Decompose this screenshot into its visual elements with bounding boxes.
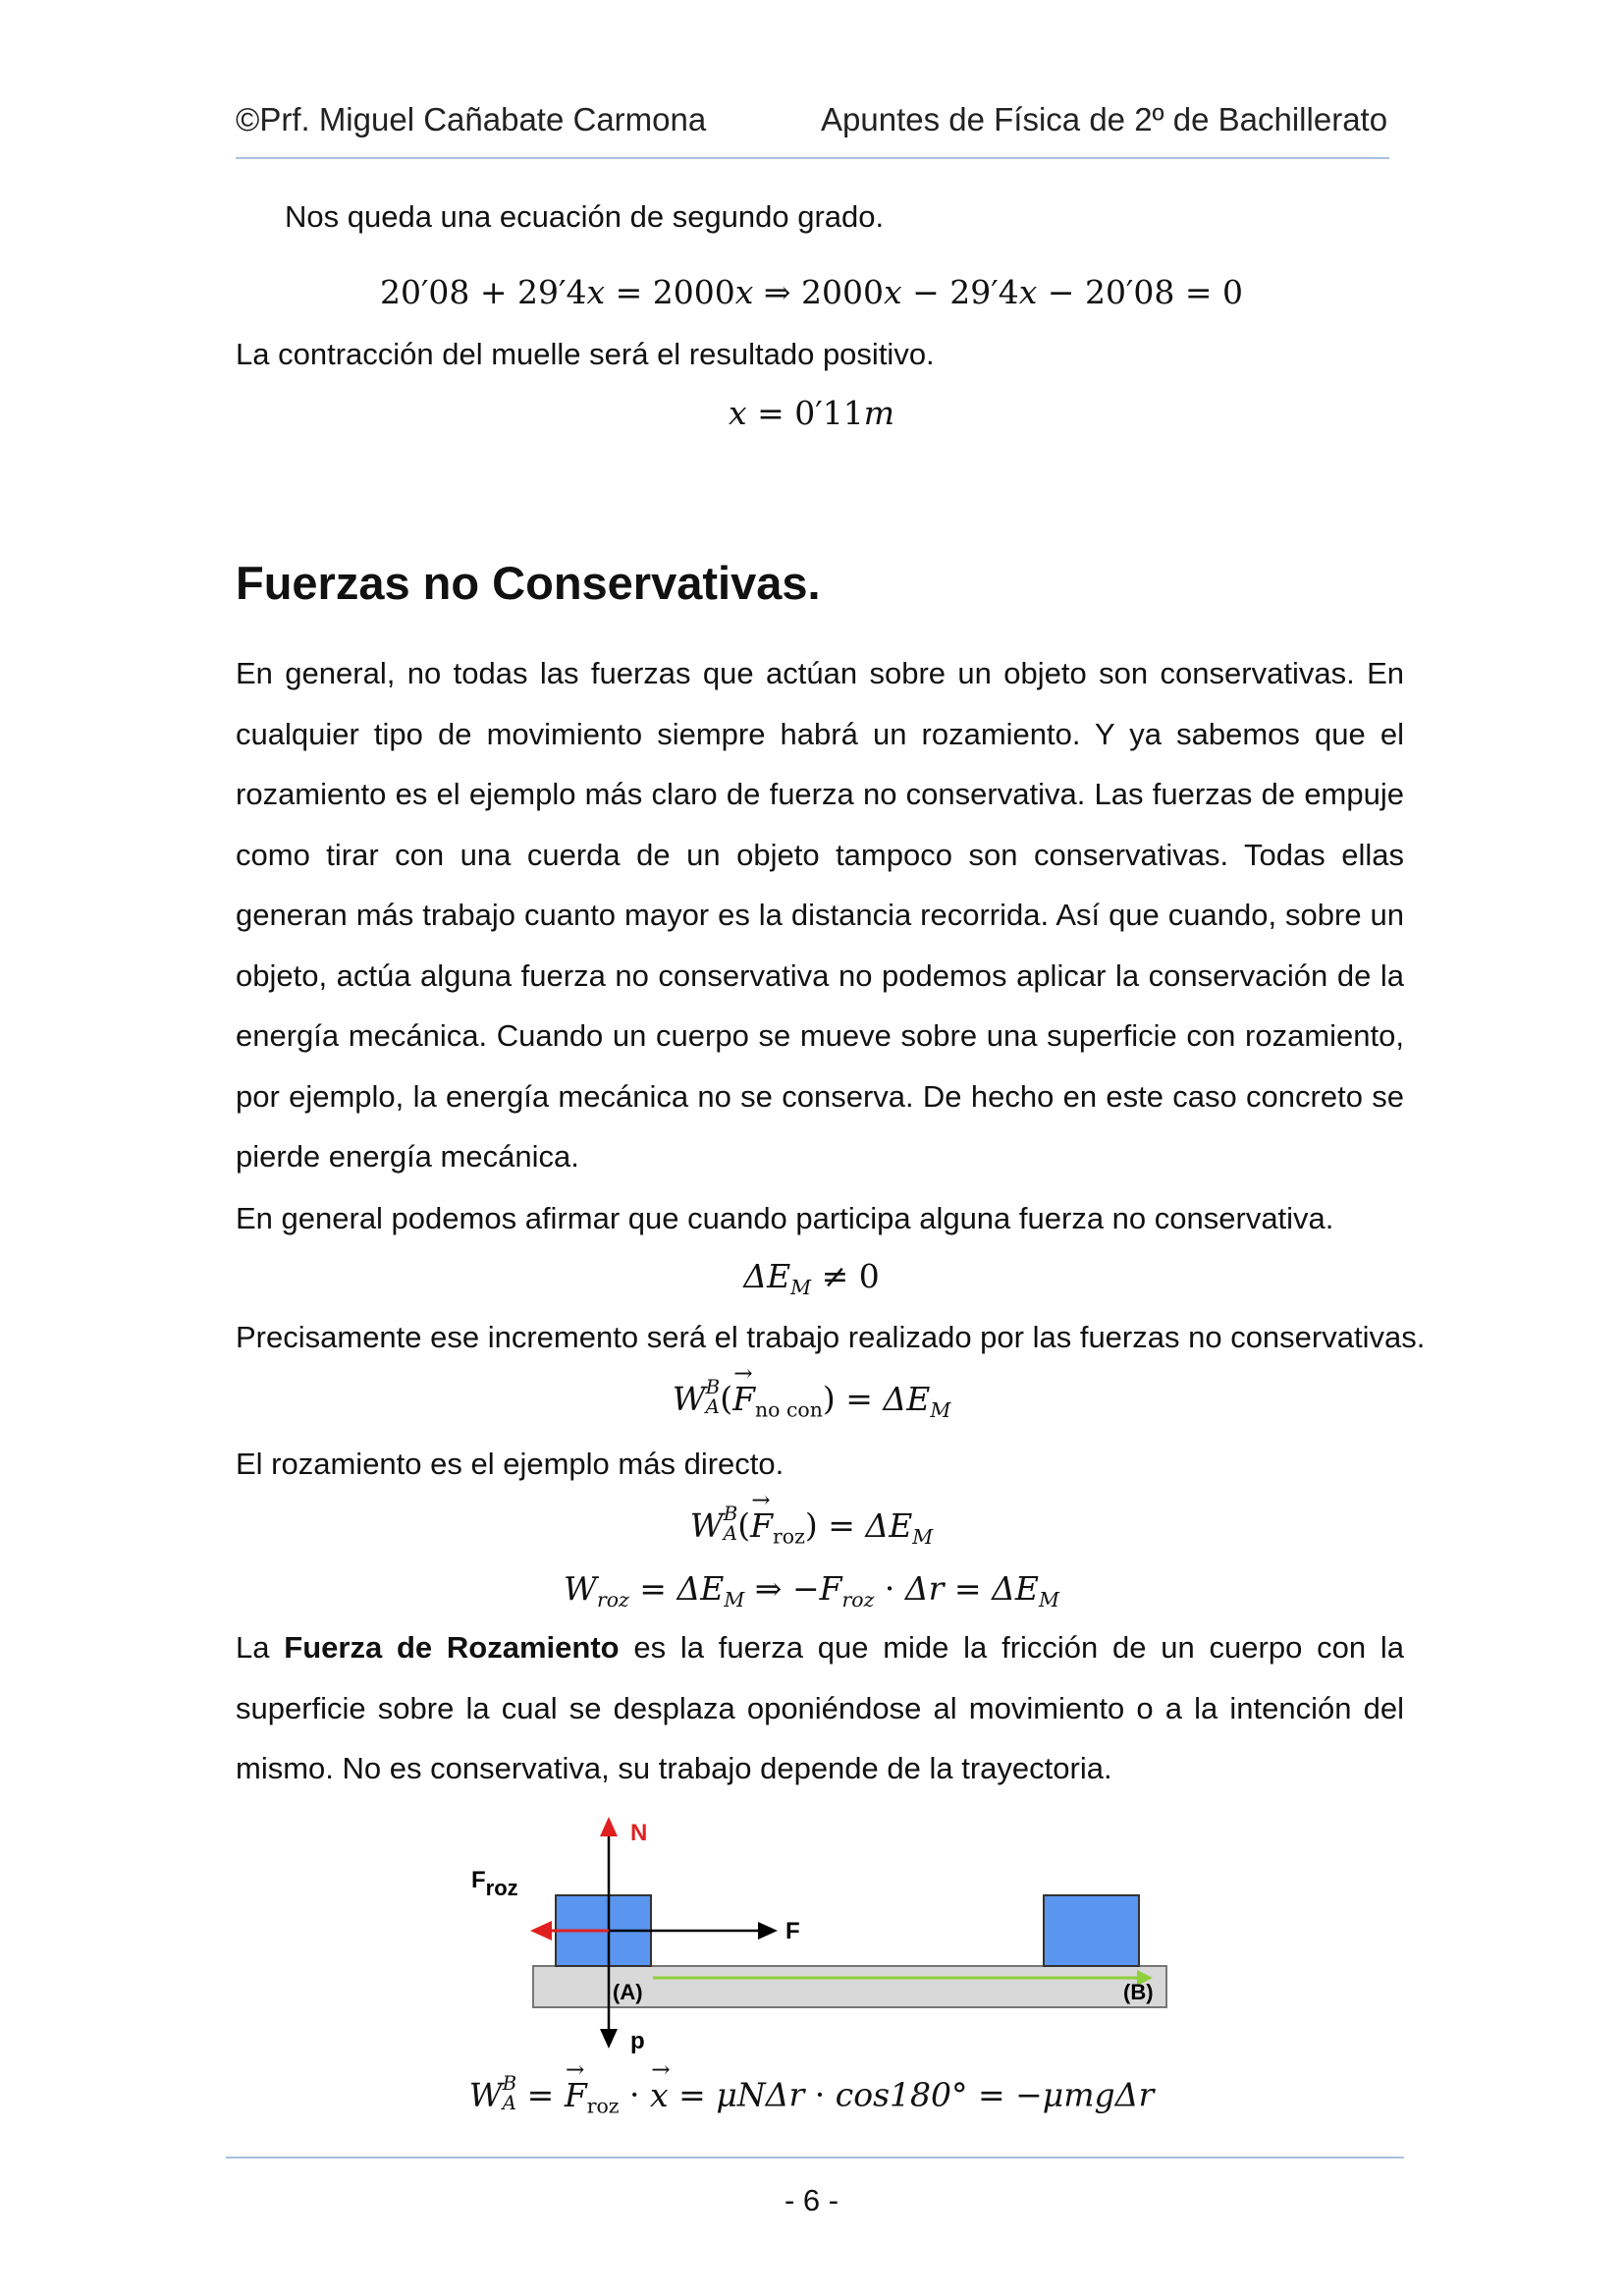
equation-work-friction: W B A (→ $F_{roz}) = \Delta E_M$ — [0, 1504, 1623, 1549]
equation-final-work: W B A = → $F_{roz}$ · → x = μNΔr · cos180° = −μmgΔr — [0, 2074, 1623, 2118]
friction-diagram — [461, 1807, 1188, 2062]
equation-work-nonconservative: W B A (→ $F_{no con}) = \Delta E_M$ — [0, 1378, 1623, 1422]
friction-term: Fuerza de Rozamiento — [284, 1630, 620, 1665]
paragraph-non-conservative: En general, no todas las fuerzas que actúan sobre un objeto son conservativas. En cualquier tipo de movimiento siempre habrá un rozamiento. Y ya sabemos que el rozamiento es el ejemplo más claro de fuerza no conservativa. Las fuerzas de empuje como tirar con una cuerda de un objeto tampoco son conservativas. Todas ellas generan más trabajo cuanto mayor es la distancia recorrida. Así que cuando, sobre un objeto, actúa alguna fuerza no conservativa no podemos aplicar la conservación de la energía mecánica. Cuando un cuerpo se mueve sobre una superficie con rozamiento, por ejemplo, la energía mecánica no se conserva. De hecho en este caso concreto se pierde energía mecánica. — [236, 656, 1404, 1174]
intro-text: Nos queda una ecuación de segundo grado. — [285, 199, 885, 234]
header-author: ©Prf. Miguel Cañabate Carmona — [236, 101, 707, 137]
label-b: (B) — [1123, 1980, 1154, 2004]
page-number: - 6 - — [784, 2183, 839, 2217]
footer-rule — [226, 2157, 1404, 2159]
block-b — [1044, 1895, 1139, 1966]
label-n: N — [630, 1820, 648, 1846]
paragraph-friction-example: El rozamiento es el ejemplo más directo. — [236, 1447, 784, 1481]
label-f: F — [785, 1918, 800, 1944]
equation-friction-energy: $W_{roz} = \Delta E_M$ ⇒ $-F_{roz} \cdot \Delta r = \Delta E_M$ — [564, 1569, 1059, 1613]
label-a: (A) — [613, 1980, 643, 2004]
label-p: p — [630, 2028, 645, 2054]
section-title: Fuerzas no Conservativas. — [236, 557, 821, 609]
paragraph-increment: Precisamente ese incremento será el trabajo realizado por las fuerzas no conservativas. — [236, 1320, 1426, 1354]
header-rule — [236, 157, 1389, 159]
contraction-text: La contracción del muelle será el resultado positivo. — [236, 337, 935, 371]
header-course: Apuntes de Física de 2º de Bachillerato — [821, 101, 1388, 137]
paragraph-friction-definition: La Fuerza de Rozamiento es la fuerza que mide la fricción de un cuerpo con la superficie sobre la cual se desplaza oponiéndose al movimiento o a la intención del mismo. No es conservativa, su trabajo depende de la trayectoria. — [236, 1630, 1404, 1785]
equation-quadratic: 20′08 + 29′4𝑥 = 2000𝑥 ⇒ 2000𝑥 − 29′4𝑥 − 20′08 = 0 — [379, 273, 1244, 311]
label-froz: Froz — [471, 1867, 518, 1900]
equation-delta-em: $\Delta E_M \ne 0$ — [743, 1257, 880, 1300]
equation-x: 𝑥 = 0′11𝑚 — [728, 394, 894, 432]
paragraph-general: En general podemos afirmar que cuando participa alguna fuerza no conservativa. — [236, 1201, 1334, 1235]
